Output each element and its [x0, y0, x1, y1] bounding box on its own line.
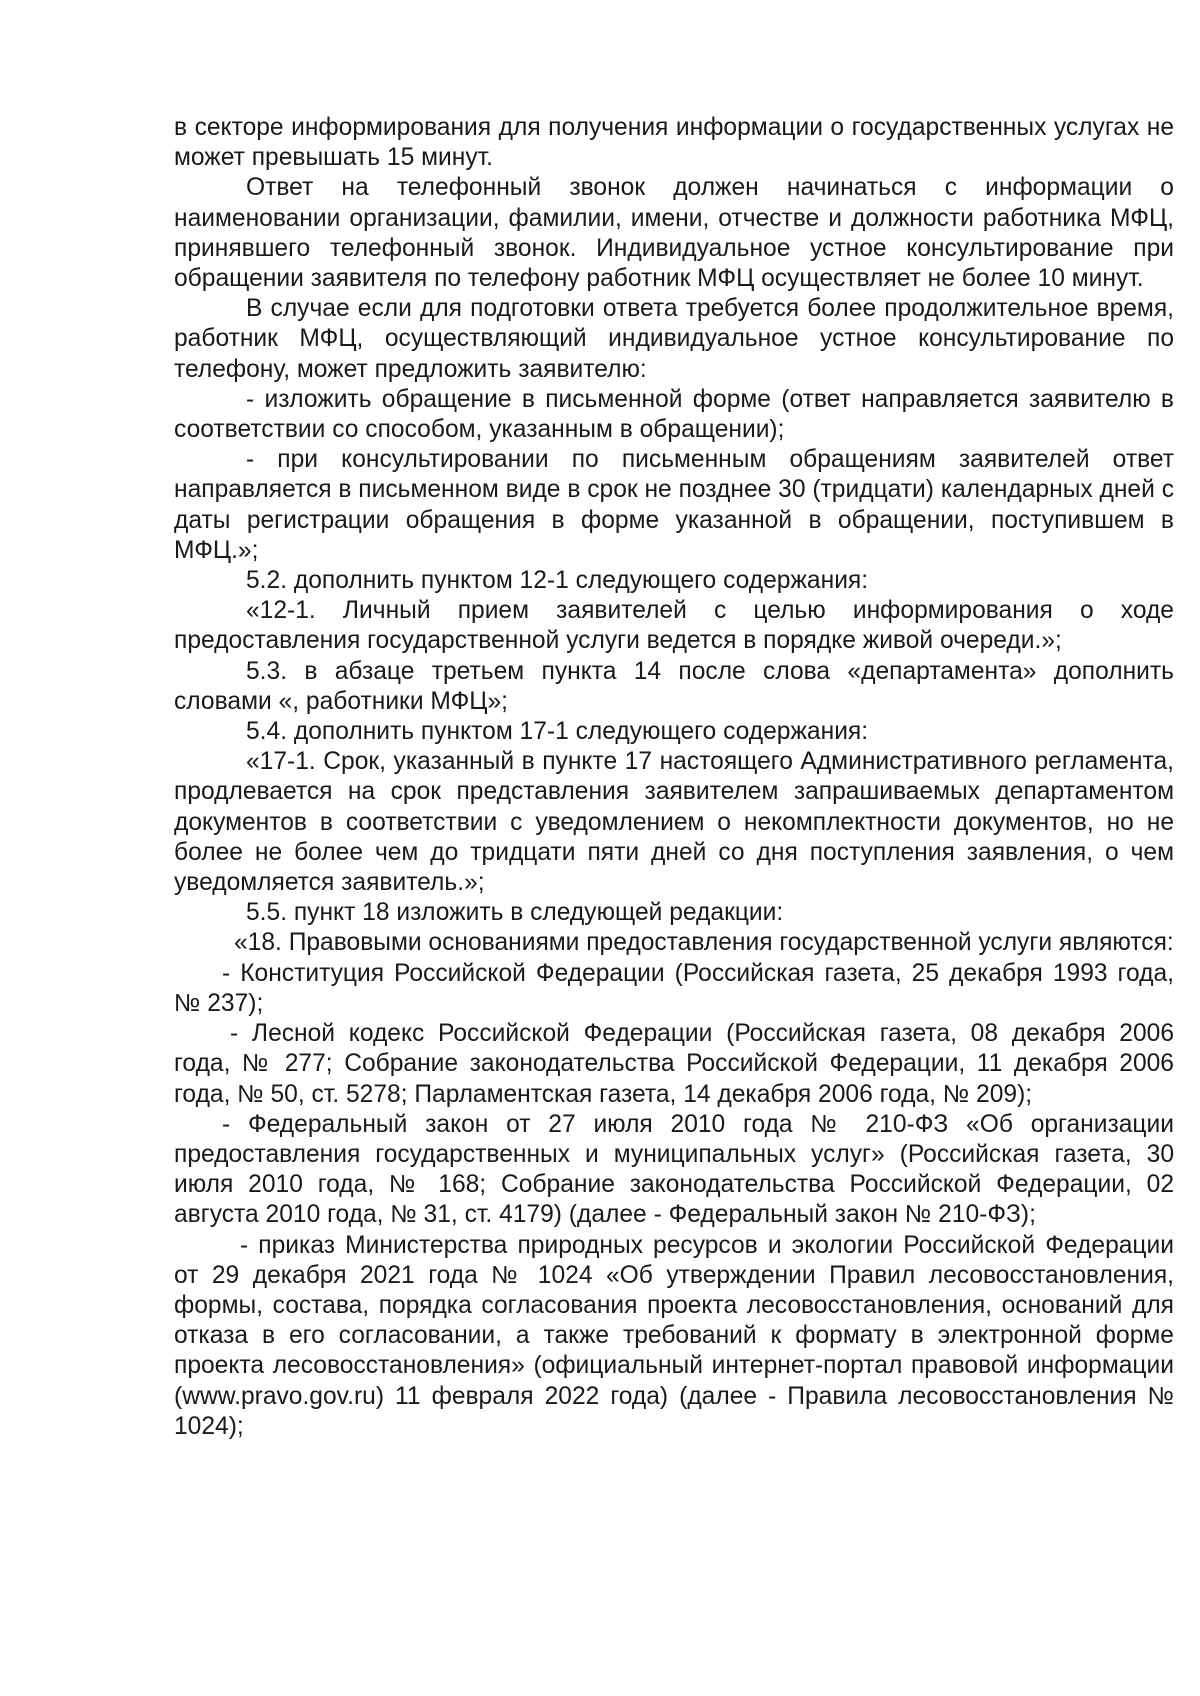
paragraph-item-5-2: 5.2. дополнить пунктом 12-1 следующего содержания: [246, 567, 869, 595]
paragraph-clause-17-1: «17-1. Срок, указанный в пункте 17 настоящего Административного регламента, продлевается на срок представления заявителем запрашиваемых департаментом документов в соответствии с уведомлением о некомплектности документов, но не более не более чем до тридцати пяти дней со дня поступления заявления, о чем уведомляется заявитель.»; [174, 748, 1174, 897]
list-item-constitution: - Конституция Российской Федерации (Российская газета, 25 декабря 1993 года, № 237); [174, 959, 1174, 1017]
paragraph-item-5-5: 5.5. пункт 18 изложить в следующей редакции: [246, 899, 784, 927]
list-item-written-form: - изложить обращение в письменной форме (ответ направляется заявителю в соответствии со способом, указанным в обращении); [174, 385, 1174, 444]
paragraph-phone-answer: Ответ на телефонный звонок должен начинаться с информации о наименовании организации, фамилии, имени, отчестве и должности работника МФЦ, принявшего телефонный звонок. Индивидуальное устное консультирование при обращении заявителя по телефону работник МФЦ осуществляет не более 10 минут. [174, 174, 1174, 293]
list-item-federal-law-210: - Федеральный закон от 27 июля 2010 года № 210-ФЗ «Об организации предоставления государственных и муниципальных услуг» (Российская газета, 30 июля 2010 года, № 168; Собрание законодательства Российской Федерации, 02 августа 2010 года, № 31, ст. 4179) (далее - Федеральный закон № 210-ФЗ); [174, 1110, 1174, 1229]
paragraph-continuation: в секторе информирования для получения информации о государственных услугах не может превышать 15 минут. [174, 114, 1174, 172]
paragraph-item-5-4: 5.4. дополнить пунктом 17-1 следующего содержания: [246, 718, 869, 746]
paragraph-item-5-3: 5.3. в абзаце третьем пункта 14 после слова «департамента» дополнить словами «, работники МФЦ»; [174, 657, 1174, 715]
paragraph-longer-answer: В случае если для подготовки ответа требуется более продолжительное время, работник МФЦ, осуществляющий индивидуальное устное консультирование по телефону, может предложить заявителю: [174, 295, 1174, 383]
list-item-written-consulting: - при консультировании по письменным обращениям заявителей ответ направляется в письменном виде в срок не позднее 30 (тридцати) календарных дней с даты регистрации обращения в форме указанной в обращении, поступившем в МФЦ.»; [174, 446, 1174, 564]
document-body [174, 113, 1174, 1442]
paragraph-clause-18: «18. Правовыми основаниями предоставления государственной услуги являются: [234, 929, 1174, 957]
list-item-order-1024: - приказ Министерства природных ресурсов и экологии Российской Федерации от 29 декабря 2021 года № 1024 «Об утверждении Правил лесовосстановления, формы, состава, порядка согласования проекта лесовосстановления, оснований для отказа в его согласовании, а также требований к формату в электронной форме проекта лесовосстановления» (официальный интернет-портал правовой информации (www.pravo.gov.ru) 11 февраля 2022 года) (далее - Правила лесовосстановления № 1024); [174, 1231, 1174, 1440]
paragraph-clause-12-1: «12-1. Личный прием заявителей с целью информирования о ходе предоставления государственной услуги ведется в порядке живой очереди.»; [174, 597, 1174, 655]
list-item-forest-code: - Лесной кодекс Российской Федерации (Российская газета, 08 декабря 2006 года, № 277; Собрание законодательства Российской Федерации, 11 декабря 2006 года, № 50, ст. 5278; Парламентская газета, 14 декабря 2006 года, № 209); [174, 1020, 1174, 1108]
